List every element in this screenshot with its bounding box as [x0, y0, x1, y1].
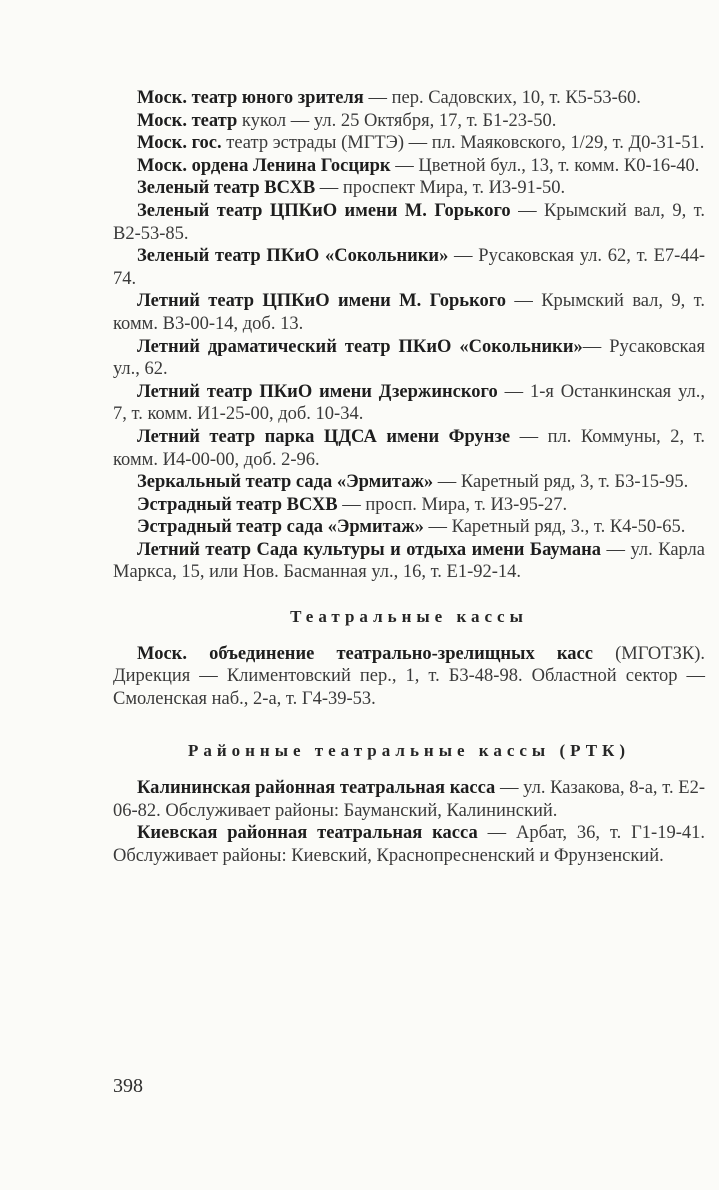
entry-details: — ул. Карла Маркса, 15, или Нов. Басманная ул., 16, т. Е1-92-14. — [113, 539, 705, 583]
entry-details: кукол — ул. 25 Октября, 17, т. Б1-23-50. — [237, 110, 557, 131]
entry-name: Калининская районная театральная касса — [137, 778, 496, 799]
entry-name: Летний театр парка ЦДСА имени Фрунзе — [137, 426, 511, 447]
page-number: 398 — [113, 1075, 143, 1097]
entry-details: — Русаковская ул. 62, т. Е7-44-74. — [113, 246, 705, 289]
entry-name: Зеркальный театр сада «Эрмитаж» — [137, 472, 434, 493]
entry-details: театр эстрады (МГТЭ) — пл. Маяковского, 1/29, т. Д0-31-51. — [221, 133, 705, 154]
entry-name: Моск. гос. — [137, 133, 222, 154]
entry-name: Зеленый театр ПКиО «Сокольники» — [137, 246, 449, 267]
district-box-offices-list — [113, 777, 705, 867]
entry-details: — Русаковская ул., 62. — [113, 336, 705, 380]
entry-details: — Крымский вал, 9, т. В2-53-85. — [113, 200, 705, 244]
directory-entry — [113, 245, 705, 290]
entry-name: Летний драматический театр ПКиО «Сокольники» — [137, 336, 583, 357]
directory-entry — [113, 426, 705, 471]
entry-name: Моск. объединение театрально-зрелищных касс — [137, 643, 593, 664]
entry-details: — 1-я Останкинская ул., 7, т. комм. И1-25-00, доб. 10-34. — [113, 381, 705, 425]
directory-entry — [113, 516, 705, 539]
entry-details: — Каретный ряд, 3, т. Б3-15-95. — [433, 472, 689, 493]
entry-details: — Арбат, 36, т. Г1-19-41. Обслуживает районы: Киевский, Краснопресненский и Фрунзенский. — [113, 823, 705, 866]
entry-name: Летний театр Сада культуры и отдыха имени Баумана — [137, 539, 602, 560]
entry-details: — ул. Казакова, 8-а, т. Е2-06-82. Обслуживает районы: Бауманский, Калининский. — [113, 778, 705, 821]
entry-name: Киевская районная театральная касса — [137, 823, 478, 844]
entry-details: — проспект Мира, т. И3-91-50. — [315, 178, 566, 199]
section-heading-theatre-box-offices: Театральные кассы — [290, 607, 528, 627]
directory-entry — [113, 132, 705, 155]
entry-name: Летний театр ЦПКиО имени М. Горького — [137, 291, 506, 312]
entry-details: — пл. Коммуны, 2, т. комм. И4-00-00, доб. 2-96. — [113, 426, 705, 470]
directory-entry — [113, 200, 705, 245]
entry-details: — пер. Садовских, 10, т. К5-53-60. — [363, 88, 641, 108]
directory-entry — [113, 155, 705, 178]
directory-entry — [113, 777, 705, 822]
entry-name: Зеленый театр ЦПКиО имени М. Горького — [137, 200, 511, 221]
entry-name: Эстрадный театр ВСХВ — [137, 494, 338, 515]
directory-entry — [113, 471, 705, 494]
entry-name: Зеленый театр ВСХВ — [137, 178, 316, 199]
entry-name: Моск. театр — [137, 110, 238, 131]
entry-details: (МГОТЗК). Дирекция — Климентовский пер., 1, т. Б3-48-98. Областной сектор — Смоленская наб., 2-а, т. Г4-39-53. — [113, 643, 705, 709]
box-offices-list — [113, 643, 705, 711]
entry-details: — Цветной бул., 13, т. комм. К0-16-40. — [390, 155, 700, 176]
directory-entry — [113, 110, 705, 133]
entry-name: Моск. театр юного зрителя — [137, 88, 364, 108]
directory-entry — [113, 643, 705, 711]
directory-entry — [113, 494, 705, 517]
directory-entry — [113, 177, 705, 200]
directory-entry — [113, 290, 705, 335]
entry-details: — Крымский вал, 9, т. комм. В3-00-14, доб. 13. — [113, 291, 705, 334]
theatres-list — [113, 87, 705, 584]
entry-name: Летний театр ПКиО имени Дзержинского — [137, 381, 498, 402]
page-content — [113, 87, 705, 867]
directory-entry — [113, 87, 705, 110]
directory-entry — [113, 381, 705, 426]
directory-entry — [113, 822, 705, 867]
entry-details: — просп. Мира, т. И3-95-27. — [337, 494, 568, 515]
section-heading-district-box-offices: Районные театральные кассы (РТК) — [187, 741, 631, 761]
directory-entry — [113, 539, 705, 584]
entry-details: — Каретный ряд, 3., т. К4-50-65. — [423, 517, 686, 538]
entry-name: Эстрадный театр сада «Эрмитаж» — [137, 517, 424, 538]
entry-name: Моск. ордена Ленина Госцирк — [137, 155, 391, 176]
directory-entry — [113, 336, 705, 381]
